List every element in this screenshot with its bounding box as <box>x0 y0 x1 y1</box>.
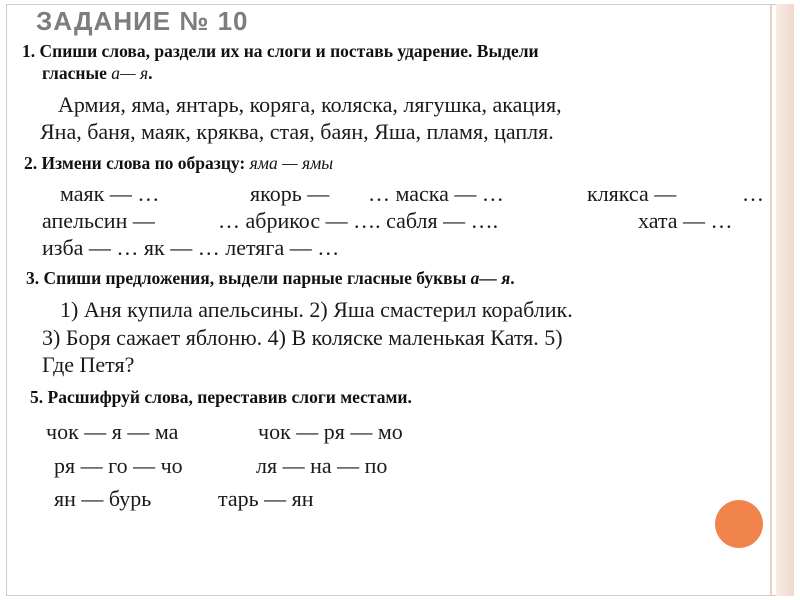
task3-heading <box>26 267 515 289</box>
task1-heading-line1: 1. Спиши слова, раздели их на слоги и поставь ударение. Выдели <box>22 41 539 61</box>
task3-heading-example: а— я <box>470 268 511 288</box>
task5-row2-right: ля — на — по <box>256 453 388 478</box>
task2-row2-item: … абрикос — …. сабля — …. <box>218 208 499 233</box>
frame-left-line <box>6 4 7 596</box>
task1-heading-suffix: . <box>148 63 153 83</box>
task3-heading-suffix: . <box>510 268 515 288</box>
task2-row1-item: … маска — … <box>368 181 504 206</box>
task1-words-line1: Армия, яма, янтарь, коряга, коляска, лягушка, акация, <box>58 92 562 117</box>
task2-heading-example: яма — ямы <box>249 153 334 173</box>
decorative-stripe <box>776 4 794 596</box>
task1-heading-line2 <box>42 62 153 84</box>
decorative-stripe-thin <box>770 4 772 596</box>
frame-bottom-line <box>6 595 794 596</box>
task5-row1-left: чок — я — ма <box>46 419 179 444</box>
task3-sentences-line3: Где Петя? <box>42 352 135 377</box>
task5-row2-left: ря — го — чо <box>54 453 183 478</box>
task1-heading-example: а— я <box>111 63 149 83</box>
task5-row3-left: ян — бурь <box>54 486 152 511</box>
task2-heading-text: 2. Измени слова по образцу: <box>24 153 250 173</box>
task5-row3-right: тарь — ян <box>218 486 314 511</box>
task3-sentences-line1: 1) Аня купила апельсины. 2) Яша смастерил кораблик. <box>60 297 573 322</box>
task1-heading-prefix: гласные <box>42 63 112 83</box>
decorative-orange-circle <box>715 500 763 548</box>
task2-row1-item: клякса — <box>587 181 677 206</box>
task3-sentences-line2: 3) Боря сажает яблоню. 4) В коляске маленькая Катя. 5) <box>42 325 563 350</box>
task5-row1-right: чок — ря — мо <box>258 419 403 444</box>
page-title: ЗАДАНИЕ № 10 <box>36 6 249 36</box>
task2-heading <box>24 152 333 174</box>
task2-row1-item: якорь — <box>250 181 330 206</box>
task2-row2-item: хата — … <box>638 208 733 233</box>
task2-row2-item: апельсин — <box>42 208 155 233</box>
task5-heading: 5. Расшифруй слова, переставив слоги местами. <box>30 387 412 407</box>
task1-words-line2: Яна, баня, маяк, кряква, стая, баян, Яша, пламя, цапля. <box>40 119 554 144</box>
frame-top-line <box>6 4 794 5</box>
task3-heading-text: 3. Спиши предложения, выдели парные гласные буквы <box>26 268 471 288</box>
task2-row1-item: маяк — … <box>60 181 160 206</box>
task2-row1-item: … <box>742 181 764 206</box>
task2-row3: изба — … як — … летяга — … <box>42 235 340 260</box>
